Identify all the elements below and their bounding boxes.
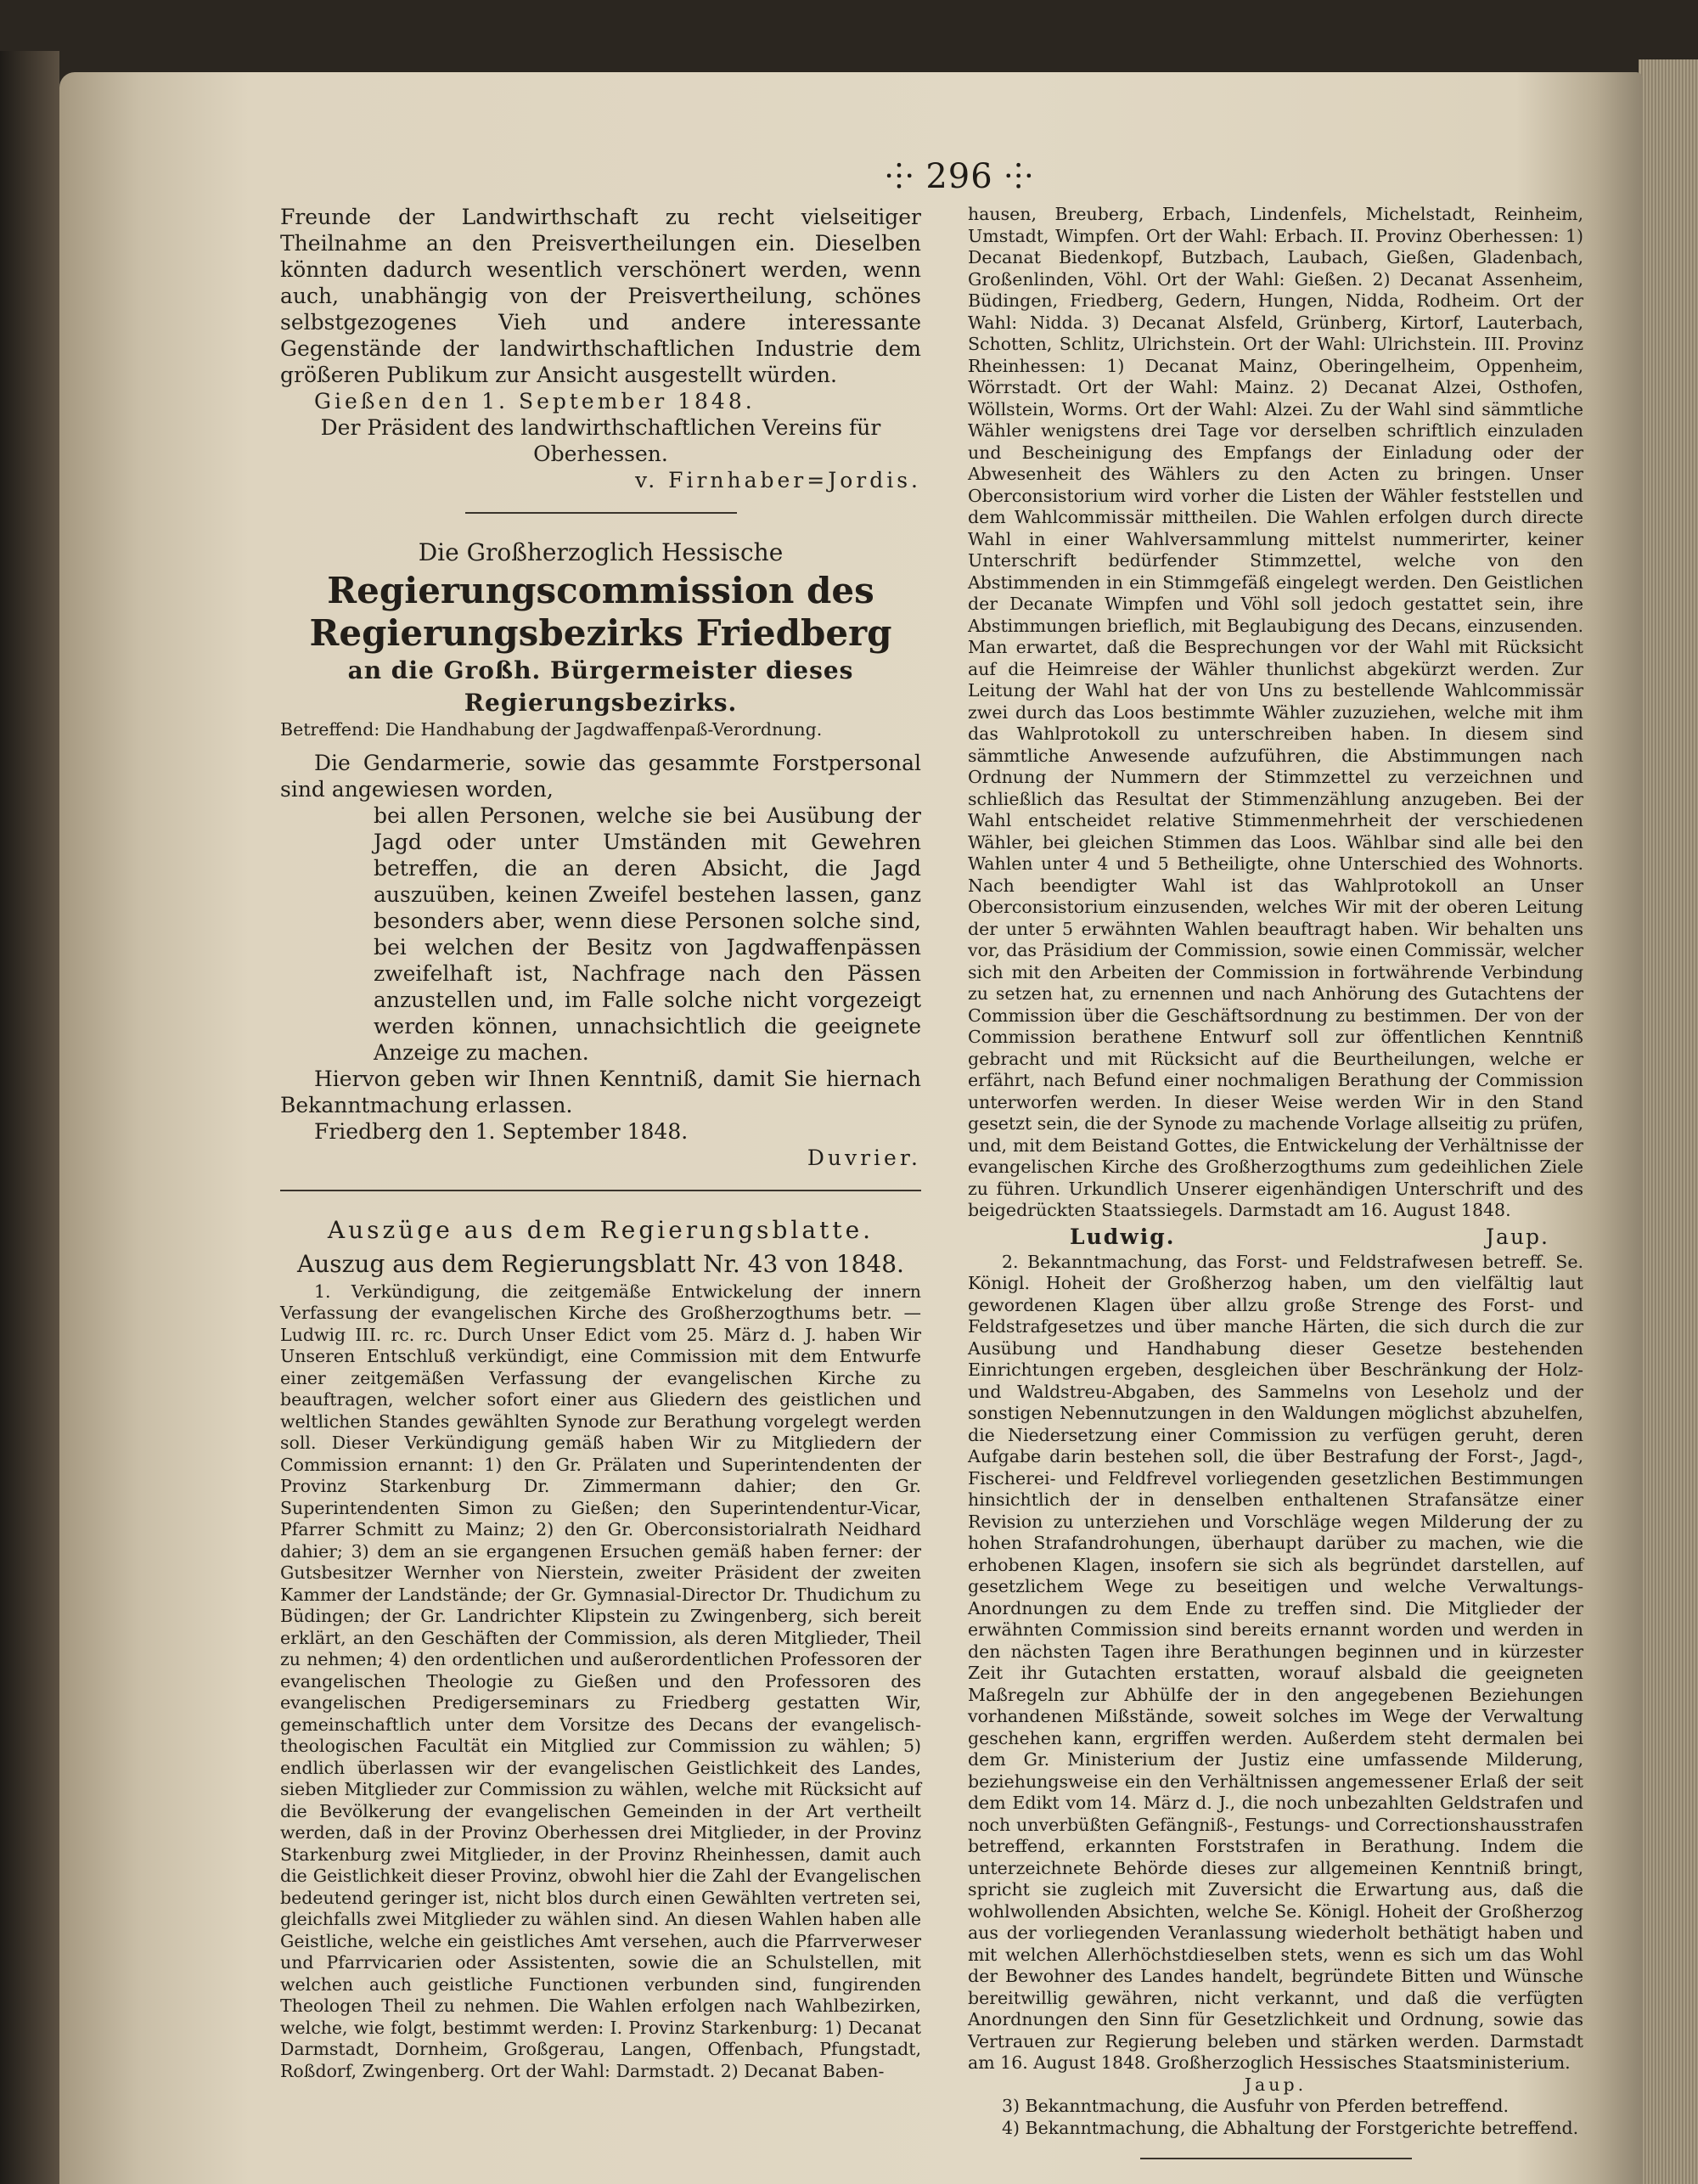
extract-1-signatures <box>968 1222 1583 1252</box>
end-divider <box>1140 2158 1412 2159</box>
intro-signer-name: v. Firnhaber=Jordis. <box>635 468 921 493</box>
extract-2-signer: Jaup. <box>1244 2074 1307 2095</box>
extract-1-text: 1. Verkündigung, die zeitgemäße Entwickelung der innern Verfassung der evangelischen Kirche des Großherzogthums betr. — Ludwig III. rc. rc. Durch Unser Edict vom 25. März d. J. haben Wir Unseren Entschluß verkündigt, eine Commission mit dem Entwurfe einer zeitgemäßen Verfassung der evangelischen Kirche zu beauftragen, welcher sofort einer aus Gliedern des geistlichen und weltlichen Standes gewählten Synode zur Berathung vorgelegt werden soll. Dieser Verkündigung gemäß haben Wir zu Mitgliedern der Commission ernannt: 1) den Gr. Prälaten und Superintendenten der Provinz Starkenburg Dr. Zimmermann dahier; den Gr. Superintendenten Simon zu Gießen; den Superintendentur-Vicar, Pfarrer Schmitt zu Mainz; 2) den Gr. Oberconsistorialrath Neidhard dahier; 3) dem an sie ergangenen Ersuchen gemäß haben ferner: der Gutsbesitzer Wernher von Nierstein, zweiter Präsident der zweiten Kammer der Landstände; der Gr. Gymnasial-Director Dr. Thudichum zu Büdingen; der Gr. Landrichter Klipstein zu Zwingenberg, sich bereit erklärt, an den Geschäften der Commission, als deren Mitglieder, Theil zu nehmen; 4) den ordentlichen und außerordentlichen Professoren der evangelischen Theologie zu Gießen und den Professoren des evangelischen Predigerseminars zu Friedberg gestatten Wir, gemeinschaftlich unter dem Vorsitze des Decans der evangelisch-theologischen Facultät ein Mitglied zur Commission zu wählen; 5) endlich überlassen wir der evangelischen Geistlichkeit des Landes, sieben Mitglieder zur Commission zu wählen, welche mit Rücksicht auf die Bevölkerung der evangelischen Gemeinden in der Art vertheilt werden, daß in der Provinz Oberhessen drei Mitglieder, in der Provinz Starkenburg zwei Mitglieder, in der Provinz Rheinhessen, damit auch die Geistlichkeit dieser Provinz, obwohl hier die Zahl der Evangelischen bedeutend geringer ist, nicht blos durch einen Gewählten vertreten sei, gleichfalls zwei Mitglieder zu wählen sind. An diesen Wahlen haben alle Geistliche, welche ein geistliches Amt versehen, auch die Pfarrverweser und Pfarrvicarien oder Assistenten, sowie die an Schulstellen, mit welchen auch geistliche Functionen verbunden sind, fungirenden Theologen Theil zu nehmen. Die Wahlen erfolgen nach Wahlbezirken, welche, wie folgt, bestimmt werden: I. Provinz Starkenburg: 1) Decanat Darmstadt, Dornheim, Großgerau, Langen, Offenbach, Pfungstadt, Roßdorf, Zwingenberg. Ort der Wahl: Darmstadt. 2) Decanat Baben- <box>280 1281 921 2081</box>
notice-lead: Die Gendarmerie, sowie das gesammte Forstpersonal sind angewiesen worden, <box>280 750 921 802</box>
left-column <box>280 204 921 2082</box>
notice-closing: Hiervon geben wir Ihnen Kenntniß, damit Sie hiernach Bekanntmachung erlassen. <box>280 1066 921 1117</box>
ornament-right: ⸭ <box>992 157 1034 196</box>
extract-3-text: 3) Bekanntmachung, die Ausfuhr von Pferden betreffend. <box>1002 2096 1510 2116</box>
notice-place-date: Friedberg den 1. September 1848. <box>314 1118 689 1144</box>
notice-heading-3: an die Großh. Bürgermeister dieses Regierungsbezirks. <box>347 656 854 717</box>
extracts-heading: Auszüge aus dem Regierungsblatte. <box>327 1215 874 1244</box>
notice-body: bei allen Personen, welche sie bei Ausübung der Jagd oder unter Umständen mit Gewehren betreffen, die an deren Absicht, die Jagd auszuüben, keinen Zweifel bestehen lassen, ganz besonders aber, wenn diese Personen solche sind, bei welchen der Besitz von Jagdwaffenpässen zweifelhaft ist, Nachfrage nach den Pässen anzustellen und, im Falle solche nicht vorgezeigt werden können, unnachsichtlich die geeignete Anzeige zu machen. <box>374 802 921 1065</box>
right-column <box>968 204 1583 2181</box>
intro-signer-title: Der Präsident des landwirthschaftlichen Vereins für Oberhessen. <box>320 415 881 466</box>
extract-4-text: 4) Bekanntmachung, die Abhaltung der Forstgerichte betreffend. <box>1002 2117 1579 2138</box>
section-divider <box>280 1190 921 1191</box>
page-stack-edge <box>1639 59 1698 2184</box>
notice-signer: Duvrier. <box>807 1145 921 1170</box>
signature-ludwig: Ludwig. <box>1070 1224 1176 1249</box>
page-number-value: 296 <box>925 157 993 196</box>
section-divider <box>465 512 737 514</box>
notice-heading-2: Regierungscommission des Regierungsbezirks Friedberg <box>309 570 892 654</box>
page-number <box>849 151 1070 198</box>
notice-subject: Betreffend: Die Handhabung der Jagdwaffenpaß-Verordnung. <box>280 719 823 740</box>
extract-1-continued: hausen, Breuberg, Erbach, Lindenfels, Michelstadt, Reinheim, Umstadt, Wimpfen. Ort der Wahl: Erbach. II. Provinz Oberhessen: 1) Decanat Biedenkopf, Butzbach, Laubach, Gießen, Gladenbach, Großenlinden, Vöhl. Ort der Wahl: Gießen. 2) Decanat Assenheim, Büdingen, Friedberg, Gedern, Hungen, Nidda, Rodheim. Ort der Wahl: Nidda. 3) Decanat Alsfeld, Grünberg, Kirtorf, Lauterbach, Schotten, Schlitz, Ulrichstein. Ort der Wahl: Ulrichstein. III. Provinz Rheinhessen: 1) Decanat Mainz, Oberingelheim, Oppenheim, Wörrstadt. Ort der Wahl: Mainz. 2) Decanat Alzei, Osthofen, Wöllstein, Worms. Ort der Wahl: Alzei. Zu der Wahl sind sämmtliche Wähler wenigstens drei Tage vor derselben schriftlich einzuladen und Bescheinigung des Empfangs der Einladung oder der Abwesenheit des Wählers zu den Acten zu bringen. Unser Oberconsistorium wird vorher die Listen der Wähler feststellen und dem Wahlcommissär mittheilen. Die Wahlen erfolgen durch directe Wahl in einer Wahlversammlung mittelst nummerirter, keiner Unterschrift bedürfender Stimmzettel, welche von den Abstimmenden in ein Stimmgefäß eingelegt werden. Den Geistlichen der Decanate Wimpfen und Vöhl soll jedoch gestattet sein, ihre Abstimmungen brieflich, mit Beglaubigung des Decans, einzusenden. Man erwartet, daß die Besprechungen vor der Wahl mit Rücksicht auf die Heimreise der Wähler thunlichst abgekürzt werden. Zur Leitung der Wahl hat der von Uns zu bestellende Wahlcommissär zwei durch das Loos bestimmte Wähler zuzuziehen, welche mit ihm das Wahlprotokoll zu unterschreiben haben. In diesem sind sämmtliche Anwesende aufzuführen, die Abstimmungen nach Ordnung der Nummern der Stimmzettel zu verzeichnen und schließlich das Resultat der Stimmenzählung anzugeben. Bei der Wahl entscheidet relative Stimmenmehrheit der verschiedenen Wähler, bei gleichen Stimmen das Loos. Wählbar sind alle bei den Wahlen unter 4 und 5 Betheiligte, ohne Unterschied des Wohnorts. Nach beendigter Wahl ist das Wahlprotokoll an Unser Oberconsistorium einzusenden, welches Wir mit der oberen Leitung der unter 5 erwähnten Wahlen beauftragt haben. Wir behalten uns vor, das Präsidium der Commission, sowie einen Commissär, welcher sich mit den Arbeiten der Commission in fortwährende Verbindung zu setzen hat, zu ernennen und nach Anhörung des Gutachtens der Commission über die Geschäftsordnung zu bestimmen. Der von der Commission berathene Entwurf soll zur öffentlichen Kenntniß gebracht und mit Rücksicht auf die Beurtheilungen, welche er erfährt, nach Befund einer nochmaligen Berathung der Commission unterworfen werden. In dieser Weise werden Wir in den Stand gesetzt sein, die der Synode zu machende Vorlage allseitig zu prüfen, und, mit dem Beistand Gottes, die Entwickelung der Verhältnisse der evangelischen Kirche des Großherzogthums zum gedeihlichen Ziele zu führen. Urkundlich Unserer eigenhändigen Unterschrift und des beigedrückten Staatssiegels. Darmstadt am 16. August 1848. <box>968 204 1583 1220</box>
ornament-left: ⸭ <box>885 157 926 196</box>
extract-2-text: 2. Bekanntmachung, das Forst- und Feldstrafwesen betreff. Se. Königl. Hoheit der Großherzog haben, um den vielfältig laut gewordenen Klagen über allzu große Strenge des Forst- und Feldstrafgesetzes und über manche Härten, die sich durch die zur Ausübung und Handhabung dieser Gesetze bestehenden Einrichtungen ergeben, desgleichen über Beschränkung der Holz- und Waldstreu-Abgaben, des Sammelns von Leseholz und der sonstigen Nebennutzungen in den Waldungen möglichst abzuhelfen, die Niedersetzung einer Commission zu verfügen geruht, deren Aufgabe darin bestehen soll, die über Bestrafung der Forst-, Jagd-, Fischerei- und Feldfrevel vorliegenden gesetzlichen Bestimmungen hinsichtlich der in denselben enthaltenen Strafansätze einer Revision zu unterziehen und Vorschläge wegen Milderung der zu hohen Strafandrohungen, überhaupt darüber zu machen, wie die erhobenen Klagen, insofern sie sich als begründet darstellen, auf gesetzlichem Wege zu beseitigen und welche Verwaltungs-Anordnungen zu dem Ende zu treffen sind. Die Mitglieder der erwähnten Commission sind bereits ernannt worden und werden in den nächsten Tagen ihre Berathungen beginnen und in kürzester Zeit ihr Gutachten erstatten, worauf alsbald die geeigneten Maßregeln zur Abhülfe der in den angegebenen Beziehungen vorhandenen Mißstände, soweit solches im Wege der Verwaltung geschehen kann, ergriffen werden. Außerdem steht dermalen bei dem Gr. Ministerium der Justiz eine umfassende Milderung, beziehungsweise ein den Verhältnissen angemessener Erlaß der seit dem Edikt vom 14. März d. J., die noch unbezahlten Geldstrafen und noch unverbüßten Gefängniß-, Festungs- und Correctionshausstrafen betreffend, erkannten Forststrafen in Berathung. Indem die unterzeichnete Behörde dieses zur allgemeinen Kenntniß bringt, spricht sie zugleich mit Zuversicht die Erwartung aus, daß die wohlwollenden Absichten, welche Se. Königl. Hoheit der Großherzog aus der vorliegenden Veranlassung wiederholt bethätigt haben und mit welchen Allerhöchstdieselben stets, wenn es sich um das Wohl der Bewohner des Landes handelt, begründete Bitten und Wünsche bereitwillig gewähren, nicht verkannt, und daß die verfügten Anordnungen den Sinn für Gesetzlichkeit und Ordnung, sowie das Vertrauen zur Regierung beleben und stärken werden. Darmstadt am 16. August 1848. Großherzoglich Hessisches Staatsministerium. <box>968 1251 1583 2073</box>
spacer <box>280 741 921 750</box>
extracts-subheading: Auszug aus dem Regierungsblatt Nr. 43 von 1848. <box>297 1249 904 1278</box>
notice-heading-1: Die Großherzoglich Hessische <box>418 538 784 566</box>
signature-jaup: Jaup. <box>1486 1224 1549 1249</box>
book-binding-edge <box>0 51 59 2184</box>
intro-paragraph: Freunde der Landwirthschaft zu recht vielseitiger Theilnahme an den Preisvertheilungen ein. Dieselben könnten dadurch wesentlich verschönert werden, wenn auch, unabhängig von der Preisvertheilung, schönes selbstgezogenes Vieh und andere interessante Gegenstände der landwirthschaftlichen Industrie dem größeren Publikum zur Ansicht ausgestellt würden. <box>280 205 921 387</box>
intro-place-date: Gießen den 1. September 1848. <box>314 389 756 414</box>
